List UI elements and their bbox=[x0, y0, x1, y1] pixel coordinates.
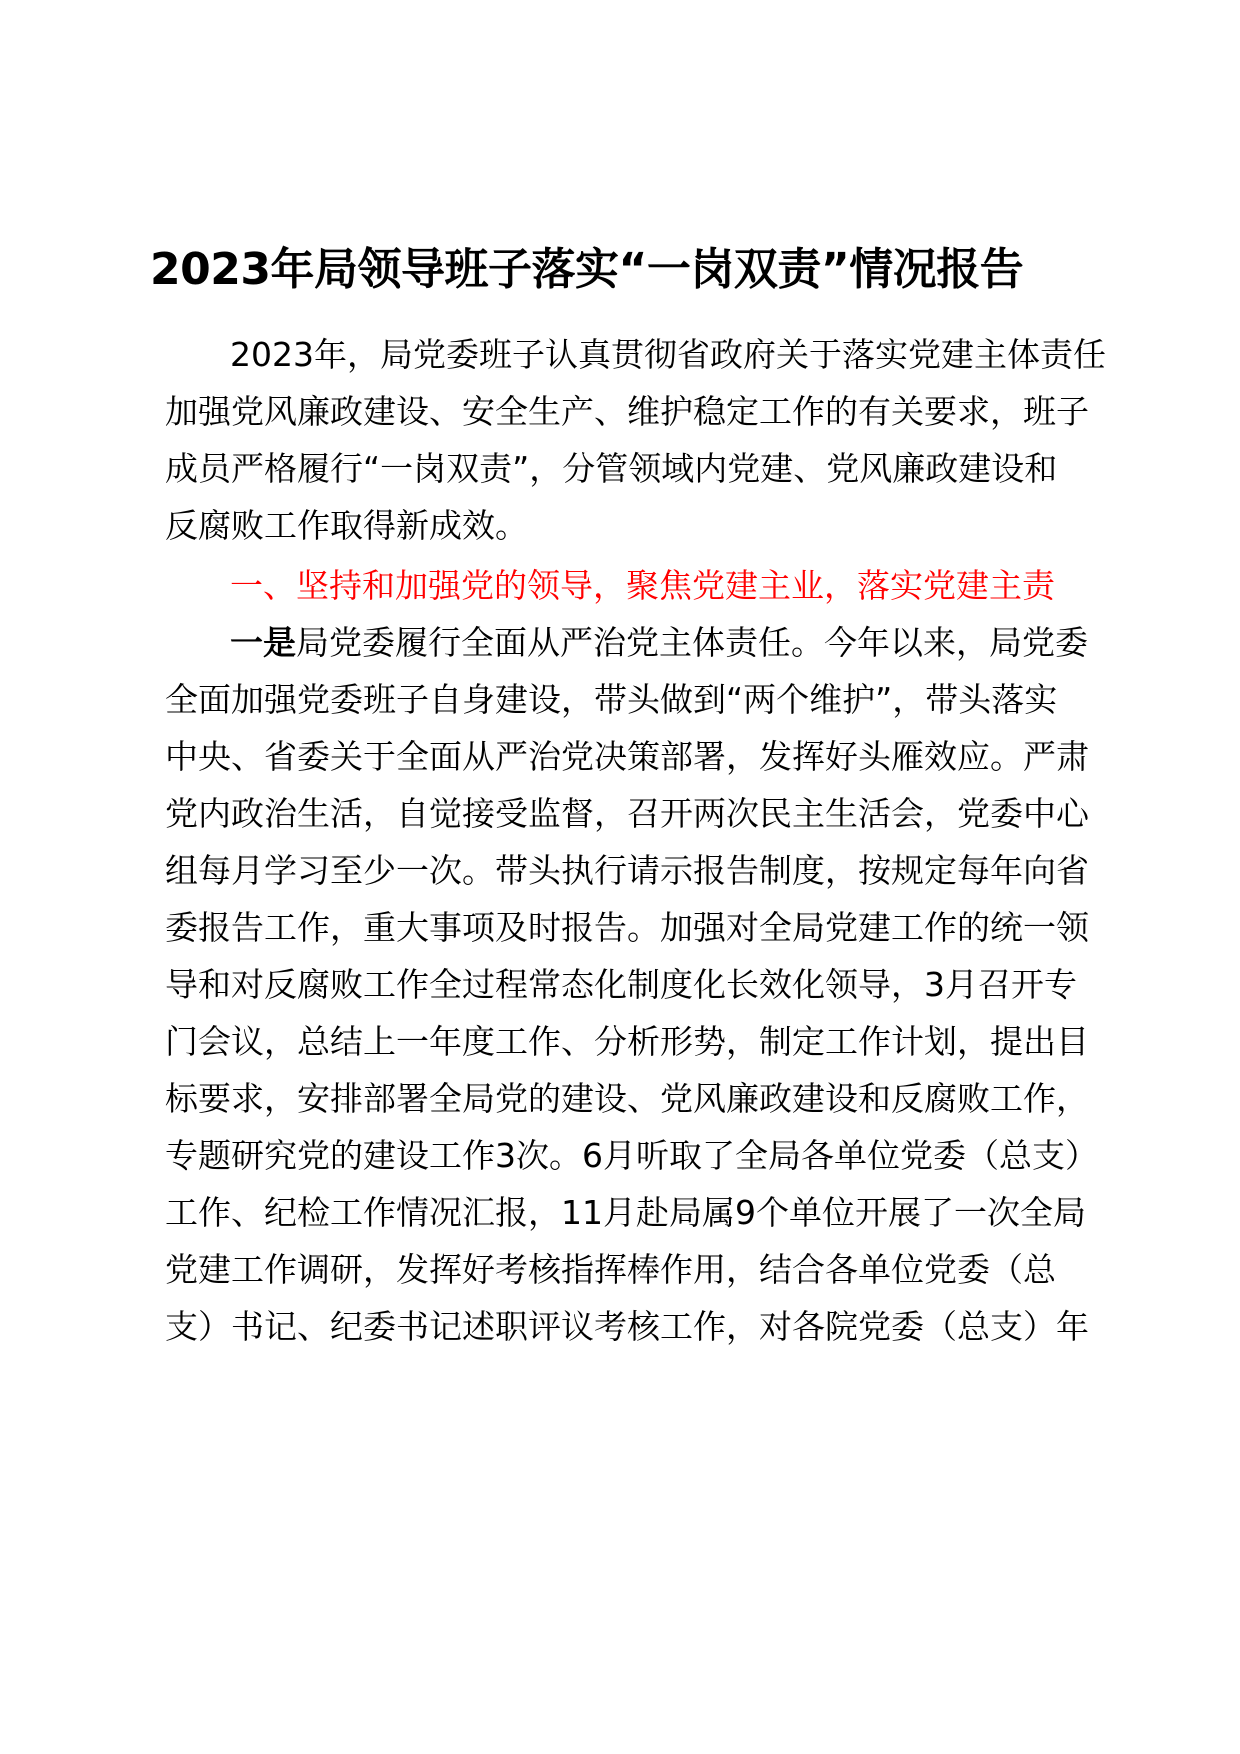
intro-line: 反腐败工作取得新成效。 bbox=[165, 506, 528, 545]
point-one-line: 标要求，安排部署全局党的建设、党风廉政建设和反腐败工作， bbox=[165, 1079, 1089, 1118]
document-title: 2023年局领导班子落实“一岗双责”情况报告 bbox=[150, 244, 1024, 295]
intro-line: 加强党风廉政建设、安全生产、维护稳定工作的有关要求，班子 bbox=[165, 392, 1089, 431]
point-one-line: 支）书记、纪委书记述职评议考核工作，对各院党委（总支）年 bbox=[165, 1307, 1089, 1346]
intro-line: 成员严格履行“一岗双责”，分管领域内党建、党风廉政建设和 bbox=[165, 449, 1058, 488]
point-one-line: 导和对反腐败工作全过程常态化制度化长效化领导，3月召开专 bbox=[165, 965, 1077, 1004]
point-one-line: 门会议，总结上一年度工作、分析形势，制定工作计划，提出目 bbox=[165, 1022, 1089, 1061]
point-one-line: 党内政治生活，自觉接受监督，召开两次民主生活会，党委中心 bbox=[165, 794, 1089, 833]
point-one-line: 组每月学习至少一次。带头执行请示报告制度，按规定每年向省 bbox=[165, 851, 1089, 890]
point-one-line: 工作、纪检工作情况汇报，11月赴局属9个单位开展了一次全局 bbox=[165, 1193, 1086, 1232]
point-one-lead: 一是 bbox=[230, 623, 296, 662]
point-one-line: 委报告工作，重大事项及时报告。加强对全局党建工作的统一领 bbox=[165, 908, 1089, 947]
point-one-line: 党建工作调研，发挥好考核指挥棒作用，结合各单位党委（总 bbox=[165, 1250, 1056, 1289]
point-one-first-line-text: 局党委履行全面从严治党主体责任。今年以来，局党委 bbox=[296, 623, 1088, 662]
point-one-line: 全面加强党委班子自身建设，带头做到“两个维护”，带头落实 bbox=[165, 680, 1058, 719]
point-one-line: 中央、省委关于全面从严治党决策部署，发挥好头雁效应。严肃 bbox=[165, 737, 1089, 776]
intro-line: 2023年，局党委班子认真贯彻省政府关于落实党建主体责任 bbox=[230, 335, 1106, 374]
section-heading: 一、坚持和加强党的领导，聚焦党建主业，落实党建主责 bbox=[230, 566, 1055, 605]
point-one-first-line bbox=[230, 620, 1110, 666]
point-one-line: 专题研究党的建设工作3次。6月听取了全局各单位党委（总支） bbox=[165, 1136, 1098, 1175]
